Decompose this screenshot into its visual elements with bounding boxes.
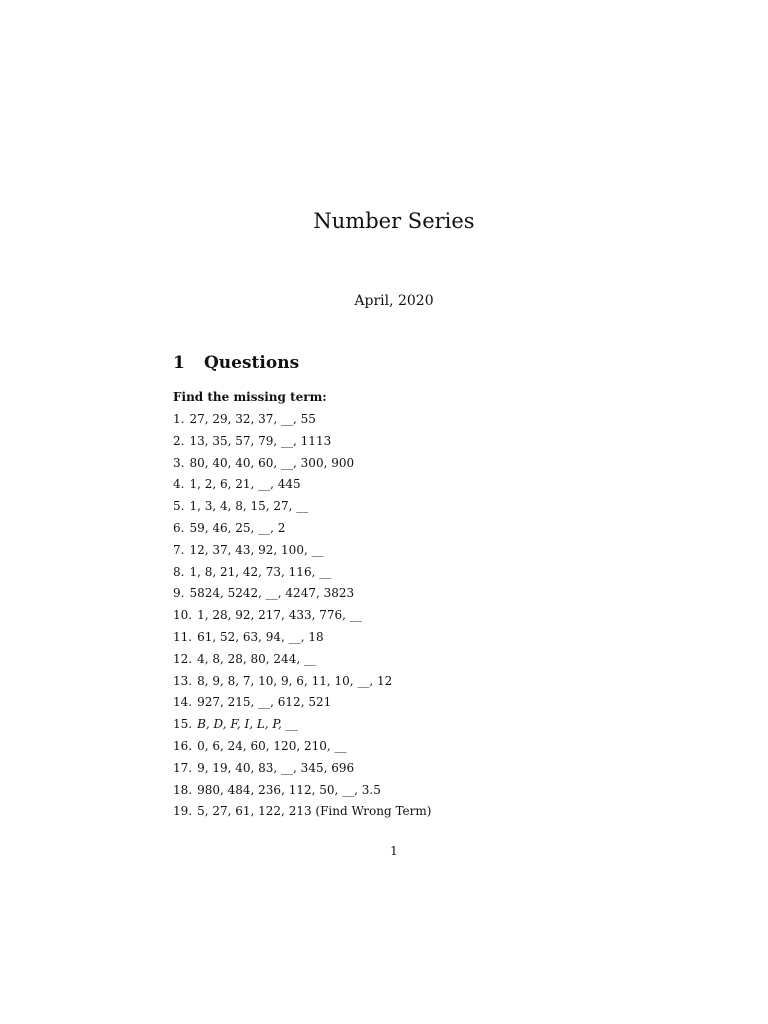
question-number: 2. [173, 433, 185, 448]
question-number: 16. [173, 738, 193, 753]
question-number: 11. [173, 629, 193, 644]
question-series: 5, 27, 61, 122, 213 (Find Wrong Term) [197, 804, 432, 819]
question-item [173, 431, 431, 453]
section-heading [173, 350, 299, 376]
question-number: 14. [173, 695, 193, 710]
question-item [173, 496, 431, 518]
question-item [173, 605, 431, 627]
question-series: 13, 35, 57, 79, __, 1113 [189, 433, 332, 448]
question-item [173, 540, 431, 562]
question-series: 5824, 5242, __, 4247, 3823 [189, 586, 355, 601]
instruction-text: Find the missing term: [173, 390, 327, 404]
question-series: 9, 19, 40, 83, __, 345, 696 [197, 760, 355, 775]
question-item [173, 692, 431, 714]
question-item [173, 714, 431, 736]
question-item [173, 649, 431, 671]
question-series: 80, 40, 40, 60, __, 300, 900 [189, 455, 355, 470]
page-number: 1 [390, 844, 398, 858]
question-series: 1, 8, 21, 42, 73, 116, __ [189, 564, 332, 579]
question-series: 27, 29, 32, 37, __, 55 [189, 412, 316, 426]
question-series: 1, 28, 92, 217, 433, 776, __ [197, 608, 362, 623]
section-number: 1 [173, 353, 185, 373]
question-series: 1, 2, 6, 21, __, 445 [189, 477, 301, 492]
question-series: 0, 6, 24, 60, 120, 210, __ [197, 738, 347, 753]
question-number: 1. [173, 412, 185, 426]
question-series: 59, 46, 25, __, 2 [189, 520, 286, 535]
question-number: 15. [173, 717, 193, 732]
question-series: B, D, F, I, L, P, __ [197, 717, 298, 732]
question-number: 3. [173, 455, 185, 470]
question-item [173, 780, 431, 802]
question-number: 6. [173, 520, 185, 535]
question-item [173, 474, 431, 496]
question-number: 9. [173, 586, 185, 601]
question-item [173, 801, 431, 823]
question-number: 5. [173, 499, 185, 514]
question-item [173, 627, 431, 649]
question-number: 12. [173, 651, 193, 666]
question-number: 8. [173, 564, 185, 579]
question-series: 927, 215, __, 612, 521 [197, 695, 332, 710]
question-number: 19. [173, 804, 193, 819]
question-series: 1, 3, 4, 8, 15, 27, __ [189, 499, 309, 514]
question-item [173, 453, 431, 475]
question-item [173, 736, 431, 758]
question-number: 4. [173, 477, 185, 492]
question-series: 61, 52, 63, 94, __, 18 [197, 629, 324, 644]
question-number: 17. [173, 760, 193, 775]
question-item [173, 409, 431, 431]
question-series: 12, 37, 43, 92, 100, __ [189, 542, 324, 557]
question-list [173, 409, 431, 823]
question-number: 10. [173, 608, 193, 623]
question-item [173, 671, 431, 693]
question-item [173, 758, 431, 780]
question-item [173, 583, 431, 605]
document-title: Number Series [313, 209, 475, 233]
question-item [173, 562, 431, 584]
section-title: Questions [204, 353, 300, 373]
question-series: 8, 9, 8, 7, 10, 9, 6, 11, 10, __, 12 [197, 673, 393, 688]
question-item [173, 518, 431, 540]
document-date: April, 2020 [354, 293, 434, 309]
question-series: 980, 484, 236, 112, 50, __, 3.5 [197, 782, 381, 797]
question-number: 13. [173, 673, 193, 688]
question-series: 4, 8, 28, 80, 244, __ [197, 651, 316, 666]
question-number: 18. [173, 782, 193, 797]
question-number: 7. [173, 542, 185, 557]
